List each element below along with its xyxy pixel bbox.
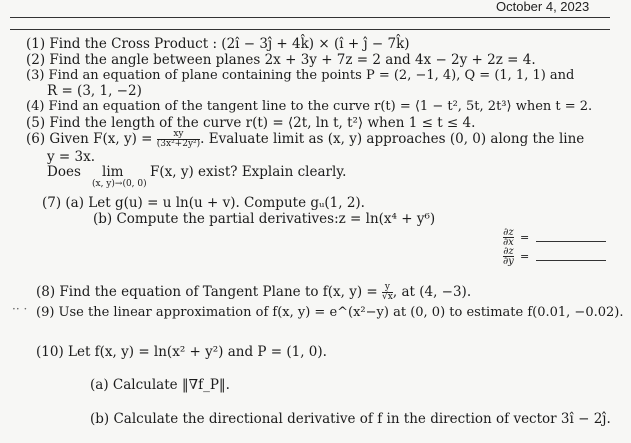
header-date: October 4, 2023 (496, 0, 590, 14)
answer-blank-dz-dy[interactable] (536, 260, 606, 261)
problem-10a: (a) Calculate ‖∇f_P‖. (90, 377, 230, 393)
answer-blank-dz-dx[interactable] (536, 241, 606, 242)
partial-eq-1: = (520, 231, 530, 244)
problem-8-point: , at (4, −3). (392, 284, 472, 300)
problem-6-line-1 (26, 130, 584, 149)
problem-8-numerator: y (382, 283, 393, 293)
header-rule-top (10, 17, 610, 18)
problem-3-text: (3) Find an equation of plane containing the points P = (2, −1, 4), Q = (1, 1, 1) and (26, 68, 575, 83)
partial-dz-dy (503, 247, 514, 266)
problem-1: (1) Find the Cross Product : (2î − 3ĵ + 4k̂) × (î + ĵ − 7k̂) (26, 36, 410, 52)
problem-8-text: (8) Find the equation of Tangent Plane to f(x, y) = (36, 284, 378, 300)
header-rule-bottom (10, 29, 610, 30)
problem-3-line-2: R = (3, 1, −2) (47, 83, 142, 99)
stray-marks: ·· · (12, 302, 28, 316)
problem-6-given: (6) Given F(x, y) = (26, 131, 153, 147)
partial-eq-2: = (520, 250, 530, 263)
problem-6-line-2: y = 3x. (47, 149, 96, 165)
problem-6-lim-subscript: (x, y)→(0, 0) (92, 179, 147, 189)
partial-dz-top-2: ∂z (503, 246, 514, 257)
problem-6-exist: F(x, y) exist? Explain clearly. (150, 164, 347, 180)
problem-6-numerator: xy (157, 130, 200, 140)
problem-6-fraction (157, 130, 200, 149)
partial-dz-top: ∂z (503, 227, 514, 238)
problem-4: (4) Find an equation of the tangent line to the curve r(t) = ⟨1 − t², 5t, 2t³⟩ when t = 2. (26, 99, 593, 114)
problem-7b: (b) Compute the partial derivatives:z = ln(x⁴ + y⁶) (93, 211, 436, 227)
problem-6-lim: lim (102, 164, 124, 180)
problem-6-does: Does (47, 164, 81, 180)
problem-9: (9) Use the linear approximation of f(x, y) = e^(x²−y) at (0, 0) to estimate f(0.01, −0.02). (36, 305, 624, 320)
partial-dx-bottom: ∂x (503, 237, 514, 248)
problem-3-line-1 (26, 67, 574, 84)
problem-7a: (7) (a) Let g(u) = u ln(u + v). Compute gᵤ(1, 2). (42, 195, 365, 211)
problem-10b: (b) Calculate the directional derivative of f in the direction of vector 3î − 2ĵ. (90, 411, 611, 427)
problem-6-evaluate: . Evaluate limit as (x, y) approaches (0, 0) along the line (200, 131, 585, 147)
problem-8-fraction (382, 283, 393, 302)
problem-6-denominator: (3x²+2y²) (156, 139, 201, 149)
problem-10: (10) Let f(x, y) = ln(x² + y²) and P = (1, 0). (36, 344, 327, 360)
problem-5: (5) Find the length of the curve r(t) = ⟨2t, ln t, t²⟩ when 1 ≤ t ≤ 4. (26, 115, 476, 131)
partial-dz-dx (503, 228, 514, 247)
problem-8-denominator: √x (382, 292, 393, 302)
partial-dy-bottom: ∂y (503, 256, 514, 267)
problem-8 (36, 283, 471, 302)
problem-2: (2) Find the angle between planes 2x + 3y + 7z = 2 and 4x − 2y + 2z = 4. (26, 52, 536, 68)
